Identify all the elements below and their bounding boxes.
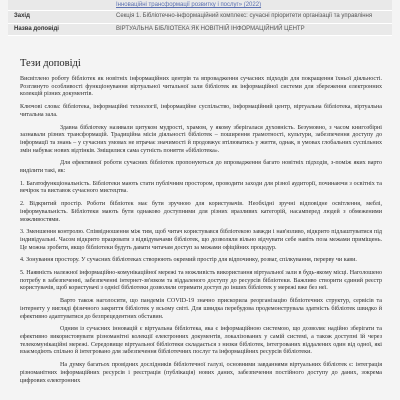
paragraph: Одним із сучасних інновацій є віртуальна бібліотека, яка є інформаційною системою, що дозволяє надійно зберігати та ефективно використовувати різноманітні колекції електронних документів, локалізованих у самій системі, а також доступні їй через телекомунікаційні мережі. Середовище віртуальної бібліотеки складається з низки бібліотек, інтегрованих віддалених один від одної, які взаємодіють спільно й інтегровано для забезпечення бібліотечних послуг та інформаційних ресурсів бібліотеки. [20,326,382,356]
paragraph: Варто також наголосити, що пандемія COVID-19 значно прискорила реорганізацію бібліотечних структур, сервісів та інтернету у вигляді фізичного закриття бібліотек у всьому світі. Для швидка перебудова продемонструвала здатність бібліотек швидко й ефективно адаптуватися до безпрецедентних обставин. [20,298,382,320]
paragraph: Висвітлено роботу бібліотек як новітніх інформаційних центрів та впровадження сучасних підходів для покращення їхньої діяльності. Розглянуто особливості функціонування віртуальної читальної зали бібліотек як інформаційної системи для збереження електронних колекцій різних документів. [20,76,382,98]
metadata-row-event [8,11,392,24]
metadata-table [8,0,392,36]
metadata-key-title: Назва доповіді [14,25,59,32]
paragraph: На думку багатьох провідних дослідників бібліотечної галузі, основними завданнями віртуальних бібліотек є: інтеграція різноманітних інформаційних ресурсів і реєстрація (публікація) нових даних, забезпечення постійного доступу до даних, зокрема цифрових електронних [20,362,382,384]
abstract-body [20,76,382,390]
source-link[interactable]: Інноваційні трансформації розвитку і послуг» (2022) [116,2,262,8]
metadata-row-source [8,0,392,11]
metadata-key-empty [8,0,112,10]
metadata-value-source [112,0,392,10]
paragraph: 4. Зонування простору. У сучасних бібліотеках створюють окремий простір для відпочинку, розваг, спілкування, перерву чи кави. [20,257,357,264]
paragraph: 2. Відкритий простір. Роботи бібліотек має бути зручною для користувачів. Необхідні зручні відповідне освітлення, меблі, інформувальність. Бібліотеки мають бути однаково доступними для різних вразливих категорій, насамперед людей з обмеженими можливостями. [20,201,382,223]
paragraph: Для ефективної роботи сучасних бібліотек пропонуються до впровадження багато новітніх підходів, з-поміж яких варто виділити такі, як: [20,160,382,175]
paragraph: 3. Зменшення контролю. Співвідношення між тим, щоб читач користувався бібліотекою завжди і нав'язливо, відкрито підлаштуватися під індивідуальні. Часом відкрито працювати з відвідувачами бібліотек, що дозволяли вільно відчувати себе навіть поза межами приміщень. Це можна зробити, якщо бібліотеки будуть давати читачам доступ за межами офіційних процедур. [20,229,382,251]
section-title: Тези доповіді [20,58,81,69]
paragraph: 1. Багатофункціональність. Бібліотеки мають стати публічним простором, проводити заходи для різної аудиторії, починаючи з освітніх та вечірок та виставок сучасного мистецтва. [20,180,382,195]
metadata-key-event: Захід [14,13,30,19]
metadata-value-title: ВІРТУАЛЬНА БІБЛІОТЕКА ЯК НОВІТНІЙ ІНФОРМАЦІЙНИЙ ЦЕНТР [116,25,305,32]
metadata-value-event: Секція 1. Бібліотечно-інформаційний комплекс: сучасні пріоритети організації та управління [116,13,373,19]
metadata-row-title [8,24,392,37]
paragraph: Ключові слова: бібліотека, інформаційні технології, інформаційне суспільство, інформаційний центр, віртуальна бібліотека, віртуальна читальна зала. [20,104,382,118]
paragraph: 5. Наявність належної інформаційно-комунікаційної мережі та можливість використання віртуальної зали в будь-якому місці. Наголошено потребу в забезпеченні, забезпеченні інтернет-зв'язком та віддаленого доступу до ресурсів бібліотеки. Важливо створити єдиний реєстр користувачів, щоб користувачі з однієї бібліотеки дозволяли отримати доступ до інших бібліотек у мережі вже без неї. [20,270,382,292]
paragraph: Здавна бібліотеку називали цитуком мудрості, храмом, у якому зберігалася духовність. Безумовно, з часом книгозбірні зазнавали різних трансформацій. Традиційна місія діяльності бібліотек – поширення грамотності, культури, забезпечення доступу до інформації та знань – у сучасних умовах не втрачає значимості й продовжує втілюватись у життя, однак, в умовах глобальних суспільних змін набуває нових відтінків. Зміщилися сама сутність поняття «бібліотека». [20,124,382,154]
